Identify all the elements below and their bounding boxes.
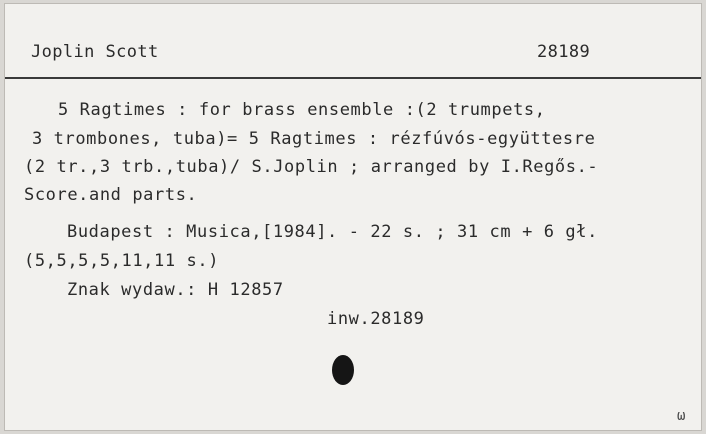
publisher-number-line: Znak wydaw.: H 12857 [67, 280, 284, 300]
inventory-number: inw.28189 [327, 309, 425, 329]
title-line-2: 3 trombones, tuba)= 5 Ragtimes : rézfúvós-együttesre [32, 129, 596, 149]
corner-mark: ω [677, 408, 686, 424]
publication-line-1: Budapest : Musica,[1984]. - 22 s. ; 31 cm + 6 gł. [67, 222, 598, 242]
title-line-3: (2 tr.,3 trb.,tuba)/ S.Joplin ; arranged by I.Regős.- [24, 157, 599, 177]
title-line-4: Score.and parts. [24, 185, 198, 205]
publication-line-2: (5,5,5,5,11,11 s.) [24, 251, 220, 271]
header-divider [5, 77, 701, 79]
title-line-1: 5 Ragtimes : for brass ensemble :(2 trumpets, [58, 100, 546, 120]
call-number: 28189 [537, 42, 591, 62]
punch-hole-icon [332, 355, 354, 385]
catalog-card [4, 3, 702, 431]
author-heading: Joplin Scott [31, 42, 159, 62]
